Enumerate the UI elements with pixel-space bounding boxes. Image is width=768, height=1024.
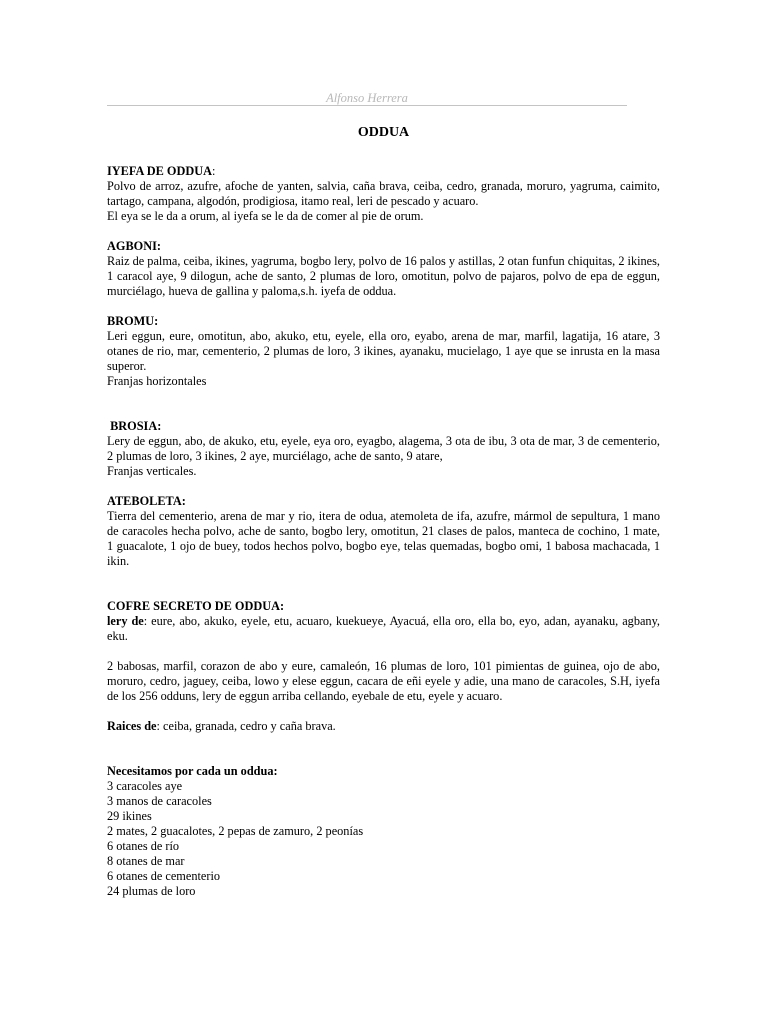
list-item: 3 caracoles aye xyxy=(107,779,183,793)
section-cofre xyxy=(107,599,660,734)
spacer xyxy=(107,299,660,314)
list-item: 6 otanes de cementerio xyxy=(107,869,221,883)
cofre-lery-label: lery de xyxy=(107,614,144,628)
list-item: 29 ikines xyxy=(107,809,152,823)
brosia-text: Lery de eggun, abo, de akuko, etu, eyele, eya oro, eyagbo, alagema, 3 ota de ibu, 3 ota de mar, 3 de cementerio, 2 plumas de loro, 3 ikines, 2 aye, murciélago, ache de santo, 9 atare, xyxy=(107,434,660,463)
brosia-note: Franjas verticales. xyxy=(107,464,197,478)
page-header xyxy=(107,88,627,108)
iyefa-text: Polvo de arroz, azufre, afoche de yanten, salvia, caña brava, ceiba, cedro, granada, moruro, yagruma, caimito, tartago, campana, algodón, prodigiosa, itamo real, leri de pescado y acuaro. xyxy=(107,179,660,208)
spacer xyxy=(107,704,660,719)
section-brosia xyxy=(107,419,660,479)
section-agboni xyxy=(107,239,660,299)
list-item: 2 mates, 2 guacalotes, 2 pepas de zamuro, 2 peonías xyxy=(107,824,364,838)
cofre-raices-label: Raices de xyxy=(107,719,157,733)
section-bromu xyxy=(107,314,660,389)
iyefa-heading-line xyxy=(107,164,660,179)
section-necesitamos xyxy=(107,764,660,899)
document-title: ODDUA xyxy=(357,125,410,140)
iyefa-text-2: El eya se le da a orum, al iyefa se le da de comer al pie de orum. xyxy=(107,209,424,223)
header-rule xyxy=(107,105,627,106)
iyefa-heading: IYEFA DE ODDUA xyxy=(107,164,212,178)
header-author: Alfonso Herrera xyxy=(326,91,408,105)
bromu-text: Leri eggun, eure, omotitun, abo, akuko, etu, eyele, ella oro, eyabo, arena de mar, marfil, lagatija, 16 atare, 3 otanes de rio, mar, cementerio, 2 plumas de loro, 3 ikines, ayanaku, mucielago, 1 aye que se inrusta en la masa superor. xyxy=(107,329,660,373)
spacer xyxy=(107,644,660,659)
ateboleta-text: Tierra del cementerio, arena de mar y rio, itera de odua, atemoleta de ifa, azufre, mármol de sepultura, 1 mano de caracoles hecha polvo, ache de santo, bogbo lery, omotitun, 21 clases de palos, manteca de cochino, 1 mate, 1 guacalote, 1 ojo de buey, todos hechos polvo, bogbo eye, telas quemadas, bogbo omi, 1 babosa machacada, 1 ikin. xyxy=(107,509,660,568)
spacer xyxy=(107,734,660,764)
cofre-lery-text: : eure, abo, akuko, eyele, etu, acuaro, kuekueye, Ayacuá, ella oro, ella bo, eyo, adan, ayanaku, agbany, eku. xyxy=(107,614,660,643)
spacer xyxy=(107,224,660,239)
section-ateboleta xyxy=(107,494,660,569)
necesitamos-heading: Necesitamos por cada un oddua: xyxy=(107,764,278,778)
agboni-heading: AGBONI: xyxy=(107,239,161,253)
agboni-text: Raiz de palma, ceiba, ikines, yagruma, bogbo lery, polvo de 16 palos y astillas, 2 otan funfun chiquitas, 2 ikines, 1 caracol aye, 9 dilogun, ache de santo, 2 plumas de loro, omotitun, polvo de pajaros, polvo de epa de eggun, murciélago, hueva de gallina y paloma,s.h. iyefa de oddua. xyxy=(107,254,660,298)
cofre-heading: COFRE SECRETO DE ODDUA: xyxy=(107,599,285,613)
bromu-note: Franjas horizontales xyxy=(107,374,207,388)
list-item: 24 plumas de loro xyxy=(107,884,196,898)
brosia-heading: BROSIA: xyxy=(107,419,162,433)
spacer xyxy=(107,569,660,599)
bromu-heading: BROMU: xyxy=(107,314,159,328)
iyefa-heading-suffix: : xyxy=(212,164,216,178)
section-iyefa xyxy=(107,164,660,224)
ateboleta-heading: ATEBOLETA: xyxy=(107,494,186,508)
cofre-raices-text: : ceiba, granada, cedro y caña brava. xyxy=(156,719,336,733)
cofre-lery-line xyxy=(107,614,660,644)
list-item: 6 otanes de río xyxy=(107,839,180,853)
list-item: 8 otanes de mar xyxy=(107,854,185,868)
document-page xyxy=(107,88,660,899)
list-item: 3 manos de caracoles xyxy=(107,794,212,808)
spacer xyxy=(107,389,660,419)
cofre-raices-line xyxy=(107,719,660,734)
cofre-text-2: 2 babosas, marfil, corazon de abo y eure, camaleón, 16 plumas de loro, 101 pimientas de guinea, ojo de abo, moruro, cedro, jaguey, ceiba, lowo y elese eggun, cacara de eñi eyele y adie, una mano de caracoles, S.H, iyefa de los 256 odduns, lery de eggun arriba cellando, eyebale de etu, eyele y acuaro. xyxy=(107,659,660,703)
spacer xyxy=(107,479,660,494)
